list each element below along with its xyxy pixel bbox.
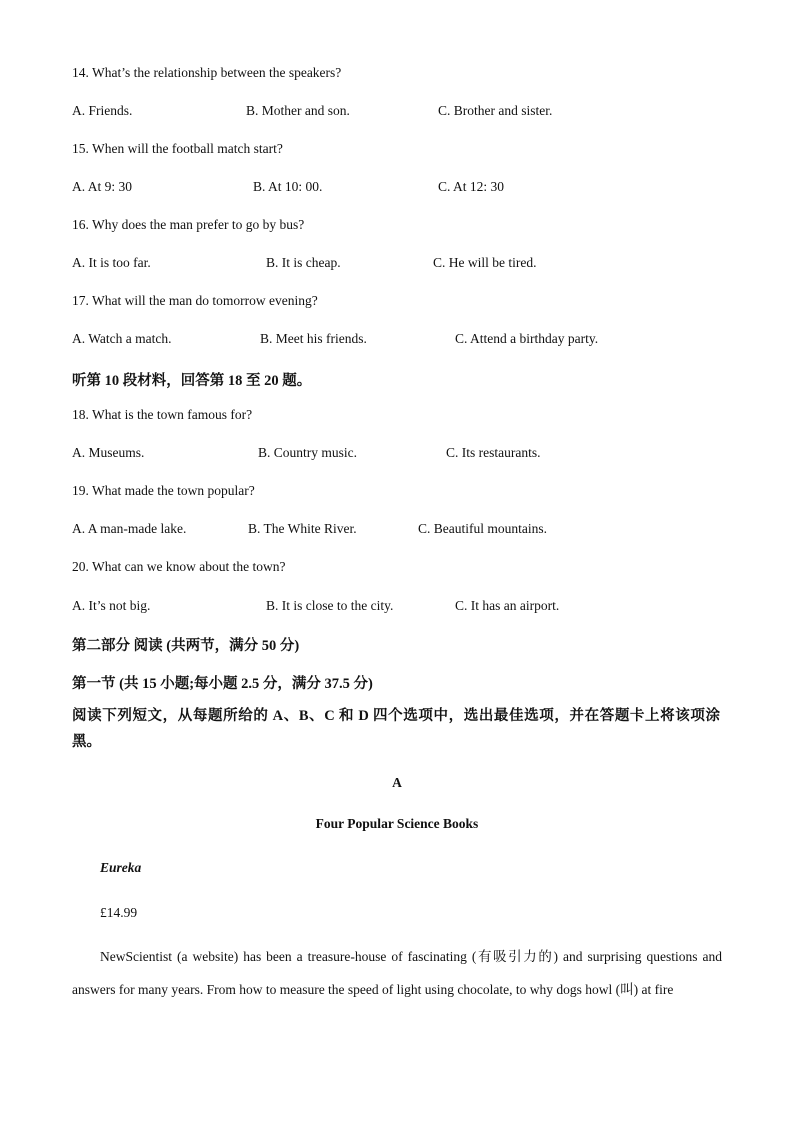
part-2-heading: 第二部分 阅读 (共两节，满分 50 分)	[72, 638, 300, 654]
q18-option-c: C. Its restaurants.	[446, 445, 541, 460]
q17-option-b: B. Meet his friends.	[260, 331, 367, 346]
q20-option-c: C. It has an airport.	[455, 598, 560, 613]
q19-option-c: C. Beautiful mountains.	[418, 521, 547, 536]
passage-letter: A	[392, 775, 402, 790]
q15-option-c: C. At 12: 30	[438, 179, 505, 194]
q19-option-b: B. The White River.	[248, 521, 357, 536]
q16-option-c: C. He will be tired.	[433, 255, 537, 270]
q16-option-a: A. It is too far.	[72, 255, 151, 270]
question-15: 15. When will the football match start?	[72, 141, 283, 156]
question-18: 18. What is the town famous for?	[72, 407, 253, 422]
book-price: £14.99	[100, 905, 138, 920]
question-16: 16. Why does the man prefer to go by bus?	[72, 217, 305, 232]
q15-option-a: A. At 9: 30	[72, 179, 133, 194]
question-19: 19. What made the town popular?	[72, 483, 255, 498]
q14-option-a: A. Friends.	[72, 103, 133, 118]
q14-option-b: B. Mother and son.	[246, 103, 350, 118]
q20-option-b: B. It is close to the city.	[266, 598, 394, 613]
book-title: Eureka	[100, 860, 142, 875]
q18-option-a: A. Museums.	[72, 445, 145, 460]
q15-option-b: B. At 10: 00.	[253, 179, 323, 194]
question-20: 20. What can we know about the town?	[72, 559, 286, 574]
q17-option-a: A. Watch a match.	[72, 331, 172, 346]
section-1-heading: 第一节 (共 15 小题;每小题 2.5 分，满分 37.5 分)	[72, 676, 373, 692]
q14-option-c: C. Brother and sister.	[438, 103, 553, 118]
question-17: 17. What will the man do tomorrow evening?	[72, 293, 318, 308]
q20-option-a: A. It’s not big.	[72, 598, 151, 613]
section-10-heading: 听第 10 段材料，回答第 18 至 20 题。	[72, 373, 312, 389]
passage-title: Four Popular Science Books	[315, 816, 479, 831]
question-14: 14. What’s the relationship between the speakers?	[72, 65, 342, 80]
q19-option-a: A. A man-made lake.	[72, 521, 187, 536]
book-description: NewScientist (a website) has been a treasure-house of fascinating (有吸引力的) and surprising questions and answers for many years. From how to measure the speed of light using chocolate, to why dogs howl (叫) at fire	[72, 949, 722, 997]
q16-option-b: B. It is cheap.	[266, 255, 341, 270]
q18-option-b: B. Country music.	[258, 445, 358, 460]
reading-instruction: 阅读下列短文，从每题所给的 A、B、C 和 D 四个选项中，选出最佳选项，并在答题卡上将该项涂黑。	[72, 708, 720, 750]
q17-option-c: C. Attend a birthday party.	[455, 331, 599, 346]
